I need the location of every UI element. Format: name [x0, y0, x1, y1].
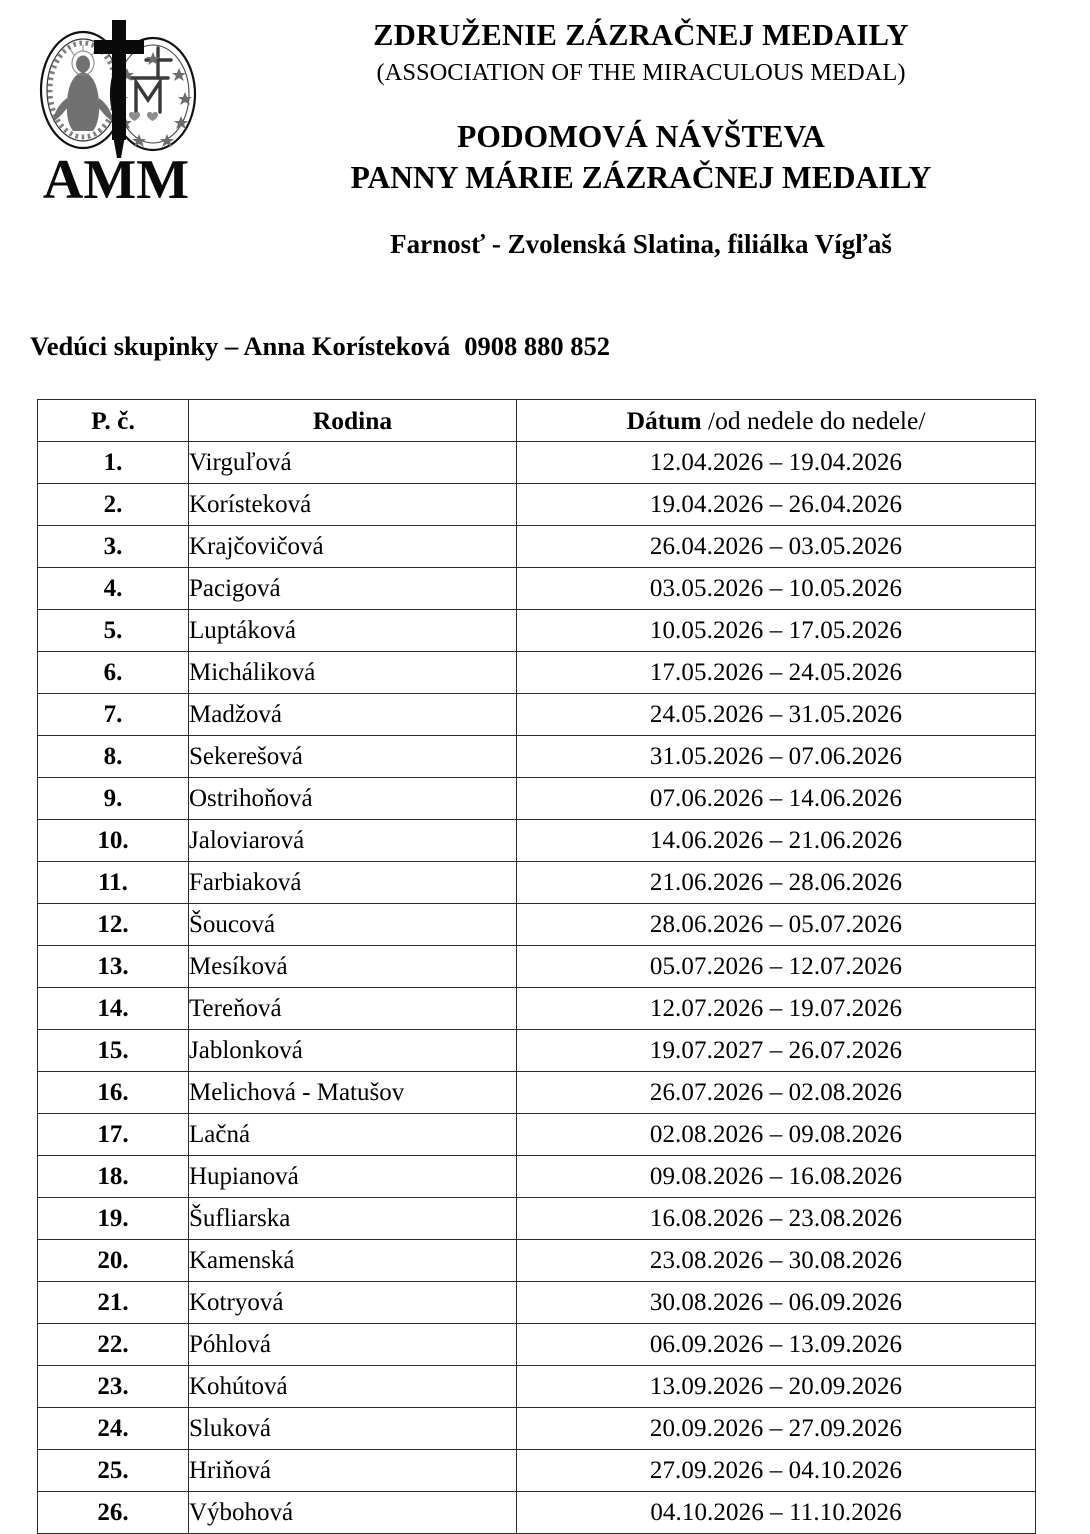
- table-row: [38, 526, 1036, 568]
- miraculous-medal-logo-icon: [26, 12, 206, 202]
- cell-family: Šufliarska: [189, 1198, 517, 1240]
- table-row: [38, 610, 1036, 652]
- cell-family: Mesíková: [189, 946, 517, 988]
- cell-date-range: 14.06.2026 – 21.06.2026: [517, 820, 1036, 862]
- cell-date-range: 09.08.2026 – 16.08.2026: [517, 1156, 1036, 1198]
- cell-number: 16.: [38, 1072, 189, 1114]
- cell-date-range: 10.05.2026 – 17.05.2026: [517, 610, 1036, 652]
- table-row: [38, 1030, 1036, 1072]
- cell-date-range: 26.07.2026 – 02.08.2026: [517, 1072, 1036, 1114]
- organization-title-english: (ASSOCIATION OF THE MIRACULOUS MEDAL): [376, 58, 906, 86]
- cell-family: Tereňová: [189, 988, 517, 1030]
- cell-date-range: 31.05.2026 – 07.06.2026: [517, 736, 1036, 778]
- table-row: [38, 1240, 1036, 1282]
- table-row: [38, 442, 1036, 484]
- cell-date-range: 23.08.2026 – 30.08.2026: [517, 1240, 1036, 1282]
- cell-number: 6.: [38, 652, 189, 694]
- table-row: [38, 568, 1036, 610]
- cell-date-range: 13.09.2026 – 20.09.2026: [517, 1366, 1036, 1408]
- table-row: [38, 778, 1036, 820]
- column-header-date-note: /od nedele do nedele/: [701, 405, 926, 435]
- cell-date-range: 26.04.2026 – 03.05.2026: [517, 526, 1036, 568]
- cell-date-range: 04.10.2026 – 11.10.2026: [517, 1492, 1036, 1534]
- table-header-row: [38, 400, 1036, 442]
- table-row: [38, 1072, 1036, 1114]
- cell-family: Šoucová: [189, 904, 517, 946]
- event-title-line1: PODOMOVÁ NÁVŠTEVA: [457, 119, 825, 155]
- cell-date-range: 16.08.2026 – 23.08.2026: [517, 1198, 1036, 1240]
- cell-number: 9.: [38, 778, 189, 820]
- cell-date-range: 19.04.2026 – 26.04.2026: [517, 484, 1036, 526]
- cell-family: Korísteková: [189, 484, 517, 526]
- cell-number: 23.: [38, 1366, 189, 1408]
- parish-line: Farnosť - Zvolenská Slatina, filiálka Vígľaš: [390, 229, 892, 259]
- column-header-family: Rodina: [189, 400, 517, 442]
- cell-number: 5.: [38, 610, 189, 652]
- cell-family: Hupianová: [189, 1156, 517, 1198]
- table-row: [38, 1366, 1036, 1408]
- group-leader-phone: 0908 880 852: [464, 331, 610, 361]
- cell-date-range: 19.07.2027 – 26.07.2026: [517, 1030, 1036, 1072]
- table-row: [38, 946, 1036, 988]
- table-row: [38, 484, 1036, 526]
- table-row: [38, 904, 1036, 946]
- cell-family: Virguľová: [189, 442, 517, 484]
- cell-number: 7.: [38, 694, 189, 736]
- table-header: [38, 400, 1036, 442]
- cell-number: 8.: [38, 736, 189, 778]
- event-title: [210, 117, 1072, 198]
- schedule-table-container: [37, 399, 1035, 1534]
- cell-number: 20.: [38, 1240, 189, 1282]
- cell-date-range: 12.07.2026 – 19.07.2026: [517, 988, 1036, 1030]
- cell-number: 13.: [38, 946, 189, 988]
- cell-family: Ostrihoňová: [189, 778, 517, 820]
- table-row: [38, 1450, 1036, 1492]
- cell-number: 10.: [38, 820, 189, 862]
- cell-family: Výbohová: [189, 1492, 517, 1534]
- cell-family: Pacigová: [189, 568, 517, 610]
- table-row: [38, 1198, 1036, 1240]
- cell-date-range: 30.08.2026 – 06.09.2026: [517, 1282, 1036, 1324]
- cell-date-range: 17.05.2026 – 24.05.2026: [517, 652, 1036, 694]
- table-row: [38, 1324, 1036, 1366]
- cell-number: 12.: [38, 904, 189, 946]
- amm-logo-text: AMM: [42, 149, 190, 202]
- table-row: [38, 694, 1036, 736]
- group-leader-label: Vedúci skupinky – Anna Korísteková: [30, 331, 451, 361]
- cell-date-range: 03.05.2026 – 10.05.2026: [517, 568, 1036, 610]
- cell-family: Hriňová: [189, 1450, 517, 1492]
- cell-number: 17.: [38, 1114, 189, 1156]
- cell-number: 18.: [38, 1156, 189, 1198]
- cell-number: 11.: [38, 862, 189, 904]
- cell-family: Kohútová: [189, 1366, 517, 1408]
- cell-number: 24.: [38, 1408, 189, 1450]
- cell-date-range: 28.06.2026 – 05.07.2026: [517, 904, 1036, 946]
- table-row: [38, 1114, 1036, 1156]
- cell-family: Melichová - Matušov: [189, 1072, 517, 1114]
- cell-family: Jablonková: [189, 1030, 517, 1072]
- column-header-number: P. č.: [38, 400, 189, 442]
- visitation-schedule-table: [37, 399, 1036, 1534]
- table-body: [38, 442, 1036, 1534]
- cell-family: Farbiaková: [189, 862, 517, 904]
- cell-date-range: 24.05.2026 – 31.05.2026: [517, 694, 1036, 736]
- column-header-date: [517, 400, 1036, 442]
- cell-family: Lačná: [189, 1114, 517, 1156]
- table-row: [38, 862, 1036, 904]
- organization-title: ZDRUŽENIE ZÁZRAČNEJ MEDAILY: [373, 18, 909, 52]
- cell-number: 14.: [38, 988, 189, 1030]
- table-row: [38, 652, 1036, 694]
- group-leader-line: [30, 331, 610, 362]
- cell-family: Kamenská: [189, 1240, 517, 1282]
- cell-number: 4.: [38, 568, 189, 610]
- cell-family: Sekerešová: [189, 736, 517, 778]
- cell-number: 19.: [38, 1198, 189, 1240]
- cell-family: Kotryová: [189, 1282, 517, 1324]
- cell-number: 26.: [38, 1492, 189, 1534]
- cell-date-range: 02.08.2026 – 09.08.2026: [517, 1114, 1036, 1156]
- cell-family: Madžová: [189, 694, 517, 736]
- cell-date-range: 27.09.2026 – 04.10.2026: [517, 1450, 1036, 1492]
- cell-family: Póhlová: [189, 1324, 517, 1366]
- event-title-line2: PANNY MÁRIE ZÁZRAČNEJ MEDAILY: [350, 159, 932, 195]
- cell-family: Luptáková: [189, 610, 517, 652]
- cell-number: 15.: [38, 1030, 189, 1072]
- cell-family: Krajčovičová: [189, 526, 517, 568]
- table-row: [38, 1282, 1036, 1324]
- cell-number: 3.: [38, 526, 189, 568]
- table-row: [38, 820, 1036, 862]
- cell-family: Micháliková: [189, 652, 517, 694]
- cell-number: 1.: [38, 442, 189, 484]
- cell-date-range: 05.07.2026 – 12.07.2026: [517, 946, 1036, 988]
- cell-family: Sluková: [189, 1408, 517, 1450]
- table-row: [38, 1492, 1036, 1534]
- table-row: [38, 1156, 1036, 1198]
- cell-date-range: 07.06.2026 – 14.06.2026: [517, 778, 1036, 820]
- table-row: [38, 988, 1036, 1030]
- cell-date-range: 06.09.2026 – 13.09.2026: [517, 1324, 1036, 1366]
- title-block: [210, 0, 1072, 260]
- cell-number: 21.: [38, 1282, 189, 1324]
- cell-number: 25.: [38, 1450, 189, 1492]
- cell-date-range: 20.09.2026 – 27.09.2026: [517, 1408, 1036, 1450]
- table-row: [38, 736, 1036, 778]
- amm-logo: [26, 12, 206, 202]
- cell-number: 22.: [38, 1324, 189, 1366]
- table-row: [38, 1408, 1036, 1450]
- cell-date-range: 12.04.2026 – 19.04.2026: [517, 442, 1036, 484]
- document-header: [0, 0, 1090, 290]
- column-header-date-bold: Dátum: [626, 405, 702, 435]
- cell-family: Jaloviarová: [189, 820, 517, 862]
- cell-number: 2.: [38, 484, 189, 526]
- cell-date-range: 21.06.2026 – 28.06.2026: [517, 862, 1036, 904]
